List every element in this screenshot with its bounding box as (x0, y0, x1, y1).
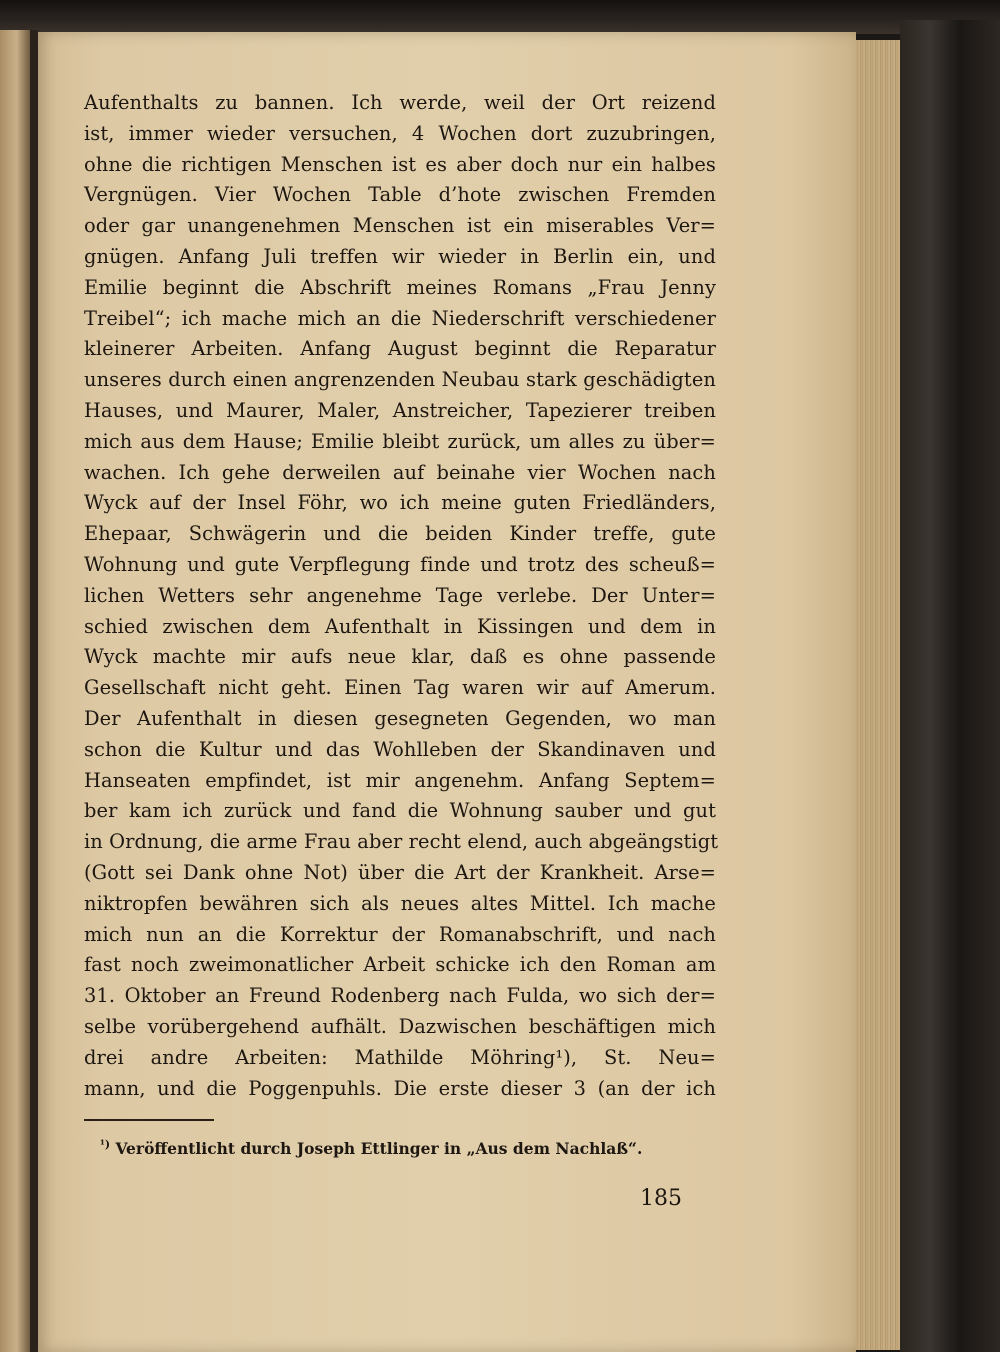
footnote (100, 1138, 710, 1158)
text-line: ber kam ich zurück und fand die Wohnung sauber und gut (84, 799, 716, 823)
text-line: mich nun an die Korrektur der Romanabschrift, und nach (84, 922, 716, 946)
footnote-divider (84, 1119, 214, 1121)
text-line: mann, und die Poggenpuhls. Die erste dieser 3 (an der ich (84, 1076, 716, 1100)
text-line: unseres durch einen angrenzenden Neubau stark geschädigten (84, 368, 716, 392)
text-line: lichen Wetters sehr angenehme Tage verlebe. Der Unter= (84, 583, 716, 607)
book-binding-top (0, 0, 1000, 34)
text-line: schied zwischen dem Aufenthalt in Kissingen und dem in (84, 614, 716, 638)
page-stack-edge (856, 40, 900, 1350)
text-line: Wyck machte mir aufs neue klar, daß es ohne passende (84, 645, 716, 669)
text-line: ist, immer wieder versuchen, 4 Wochen dort zuzubringen, (84, 121, 716, 145)
text-line: mich aus dem Hause; Emilie bleibt zurück, um alles zu über= (84, 429, 716, 453)
footnote-text: Veröffentlicht durch Joseph Ettlinger in „Aus dem Nachlaß“. (115, 1139, 643, 1159)
text-line: gnügen. Anfang Juli treffen wir wieder in Berlin ein, und (84, 244, 716, 268)
text-line: schon die Kultur und das Wohlleben der Skandinaven und (84, 737, 716, 761)
text-line: Hanseaten empfindet, ist mir angenehm. Anfang Septem= (84, 768, 716, 792)
text-line: niktropfen bewähren sich als neues altes Mittel. Ich mache (84, 891, 716, 915)
text-line: 31. Oktober an Freund Rodenberg nach Fulda, wo sich der= (84, 984, 716, 1008)
text-line: Aufenthalts zu bannen. Ich werde, weil der Ort reizend (84, 91, 716, 114)
footnote-marker: ¹) (100, 1138, 111, 1151)
page-number: 185 (640, 1186, 682, 1211)
text-line: drei andre Arbeiten: Mathilde Möhring¹), St. Neu= (84, 1045, 716, 1069)
text-line: (Gott sei Dank ohne Not) über die Art der Krankheit. Arse= (84, 860, 716, 884)
text-line: Wohnung und gute Verpflegung finde und trotz des scheuß= (84, 552, 716, 576)
text-line: wachen. Ich gehe derweilen auf beinahe vier Wochen nach (84, 460, 716, 484)
text-line: Der Aufenthalt in diesen gesegneten Gegenden, wo man (84, 706, 716, 730)
text-line: Hauses, und Maurer, Maler, Anstreicher, Tapezierer treiben (84, 398, 716, 422)
text-line: in Ordnung, die arme Frau aber recht elend, auch abgeängstigt (84, 830, 719, 854)
text-line: oder gar unangenehmen Menschen ist ein miserables Ver= (84, 214, 716, 238)
text-line: kleinerer Arbeiten. Anfang August beginnt die Reparatur (84, 337, 716, 361)
text-line: Ehepaar, Schwägerin und die beiden Kinder treffe, gute (84, 522, 716, 546)
book-gutter (30, 30, 38, 1352)
text-line: Vergnügen. Vier Wochen Table d’hote zwischen Fremden (84, 183, 716, 207)
text-line: ohne die richtigen Menschen ist es aber doch nur ein halbes (84, 152, 716, 176)
left-page-edge (0, 30, 30, 1352)
body-text (84, 88, 719, 1104)
book-cover-edge (900, 20, 1000, 1352)
text-line: Gesellschaft nicht geht. Einen Tag waren wir auf Amerum. (84, 676, 716, 700)
text-line: Wyck auf der Insel Föhr, wo ich meine guten Friedländers, (84, 491, 716, 515)
text-line: Treibel“; ich mache mich an die Niederschrift verschiedener (84, 306, 716, 330)
text-line: Emilie beginnt die Abschrift meines Romans „Frau Jenny (84, 275, 716, 299)
text-line: selbe vorübergehend aufhält. Dazwischen beschäftigen mich (84, 1014, 716, 1038)
text-line: fast noch zweimonatlicher Arbeit schicke ich den Roman am (84, 953, 716, 977)
